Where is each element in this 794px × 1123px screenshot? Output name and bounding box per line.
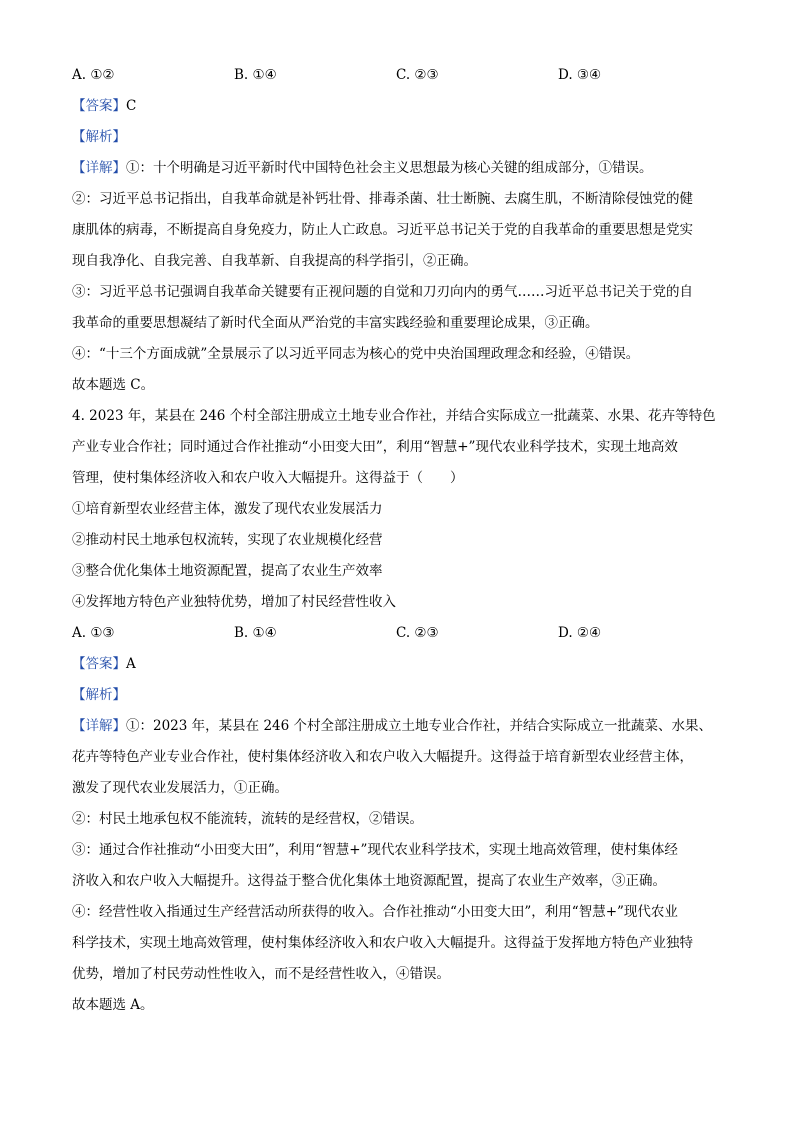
q3-option-a: A. ①②	[72, 67, 115, 83]
q3-option-b: B. ①④	[234, 67, 277, 83]
q4-detail-line: ④：经营性收入指通过生产经营活动所获得的收入。合作社推动“小田变大田”，利用“智慧+”现代农业	[72, 904, 678, 920]
q4-option-b: B. ①④	[234, 625, 277, 641]
q4-detail-line: ③：通过合作社推动“小田变大田”，利用“智慧+”现代农业科学技术，实现土地高效管理，使村集体经	[72, 842, 678, 858]
q3-detail-line: ②：习近平总书记指出，自我革命就是补钙壮骨、排毒杀菌、壮士断腕、去腐生肌，不断清除侵蚀党的健	[72, 191, 693, 207]
q3-option-c: C. ②③	[396, 67, 439, 83]
answer-tag: 【答案】	[72, 656, 126, 672]
q4-detail-line: 科学技术，实现土地高效管理，使村集体经济收入和农户收入大幅提升。这得益于发挥地方特色产业独特	[72, 935, 693, 951]
document-page	[72, 60, 732, 1021]
q4-option-a: A. ①③	[72, 625, 115, 641]
q4-detail-line: ②：村民土地承包权不能流转，流转的是经营权，②错误。	[72, 811, 423, 827]
q4-detail-line: 济收入和农户收入大幅提升。这得益于整合优化集体土地资源配置，提高了农业生产效率，③正确。	[72, 873, 666, 889]
analysis-tag: 【解析】	[72, 687, 126, 703]
q4-statement-3: ③整合优化集体土地资源配置，提高了农业生产效率	[72, 563, 383, 579]
q4-options	[72, 618, 732, 649]
q4-option-c: C. ②③	[396, 625, 439, 641]
q4-stem-line: 管理，使村集体经济收入和农户收入大幅提升。这得益于（ ）	[72, 470, 464, 486]
q4-conclusion: 故本题选 A。	[72, 997, 154, 1013]
q4-statement-1: ①培育新型农业经营主体，激发了现代农业发展活力	[72, 501, 383, 517]
q3-detail-line: 我革命的重要思想凝结了新时代全面从严治党的丰富实践经验和重要理论成果，③正确。	[72, 315, 599, 331]
detail-tag: 【详解】	[72, 160, 126, 176]
analysis-tag: 【解析】	[72, 129, 126, 145]
q3-conclusion: 故本题选 C。	[72, 377, 155, 393]
answer-value: A	[126, 656, 136, 672]
q4-detail-line: 花卉等特色产业专业合作社，使村集体经济收入和农户收入大幅提升。这得益于培育新型农业经营主体，	[72, 749, 693, 765]
answer-tag: 【答案】	[72, 98, 126, 114]
q4-detail-line: 【详解】①：2023 年，某县在 246 个村全部注册成立土地专业合作社，并结合实际成立一批蔬菜、水果、	[72, 718, 712, 734]
q3-detail-line: ④：“十三个方面成就”全景展示了以习近平同志为核心的党中央治国理政理念和经验，④错误。	[72, 346, 640, 362]
q3-analysis-heading	[72, 122, 732, 153]
q4-stem-line: 产业专业合作社；同时通过合作社推动“小田变大田”，利用“智慧+”现代农业科学技术，实现土地高效	[72, 439, 678, 455]
q4-statement-4: ④发挥地方特色产业独特优势，增加了村民经营性收入	[72, 594, 396, 610]
answer-value: C	[126, 98, 137, 114]
q4-detail-line: 激发了现代农业发展活力，①正确。	[72, 780, 288, 796]
q3-detail-line: 现自我净化、自我完善、自我革新、自我提高的科学指引，②正确。	[72, 253, 477, 269]
q3-answer	[72, 91, 732, 122]
q3-detail-line: 【详解】①：十个明确是习近平新时代中国特色社会主义思想最为核心关键的组成部分，①错误。	[72, 160, 653, 176]
q4-analysis-heading	[72, 680, 732, 711]
q3-option-d: D. ③④	[558, 67, 602, 83]
q3-options	[72, 60, 732, 91]
detail-tag: 【详解】	[72, 718, 126, 734]
q3-detail-line: 康肌体的病毒，不断提高自身免疫力，防止人亡政息。习近平总书记关于党的自我革命的重要思想是党实	[72, 222, 693, 238]
q4-statement-2: ②推动村民土地承包权流转，实现了农业规模化经营	[72, 532, 383, 548]
q4-stem-line: 4. 2023 年，某县在 246 个村全部注册成立土地专业合作社，并结合实际成立一批蔬菜、水果、花卉等特色	[72, 408, 716, 424]
q3-detail-line: ③：习近平总书记强调自我革命关键要有正视问题的自觉和刀刃向内的勇气……习近平总书记关于党的自	[72, 284, 693, 300]
q4-option-d: D. ②④	[558, 625, 602, 641]
q4-detail-line: 优势，增加了村民劳动性性收入，而不是经营性收入，④错误。	[72, 966, 450, 982]
q4-answer	[72, 649, 732, 680]
